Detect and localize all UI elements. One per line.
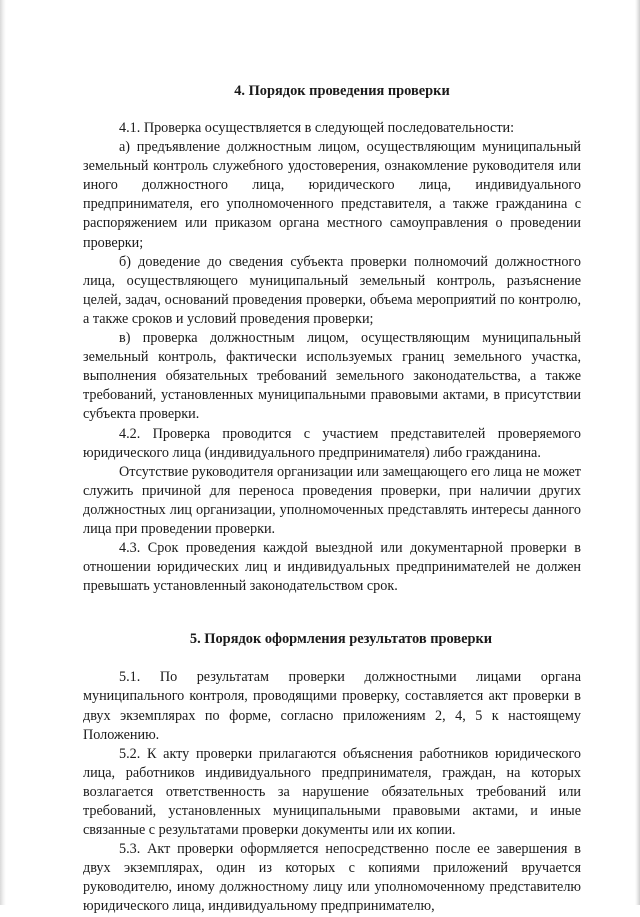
paragraph-4-1: 4.1. Проверка осуществляется в следующей последовательности: (119, 120, 515, 136)
paragraph-4-1-v: в) проверка должностным лицом, осуществляющим муниципальный земельный контроль, фактически используемых границ земельного участка, выполнения обязательных требований земельного законодательства, а также требований, установленных муниципальными правовыми актами, в присутствии субъекта проверки. (83, 330, 581, 423)
scan-edge-right (635, 0, 640, 905)
paragraph-4-1-a: а) предъявление должностным лицом, осуществляющим муниципальный земельный контроль служебного удостоверения, ознакомление руководителя или иного должностного лица, юридического лица, индивидуального предпринимателя, его уполномоченного представителя, а также гражданина с распоряжением или приказом органа местного самоуправления о проведении проверки; (83, 139, 581, 251)
paragraph-5-1: 5.1. По результатам проверки должностными лицами органа муниципального контроля, проводящими проверку, составляется акт проверки в двух экземплярах по форме, согласно приложениям 2, 4, 5 к настоящему Положению. (83, 669, 581, 743)
paragraph-5-3: 5.3. Акт проверки оформляется непосредственно после ее завершения в двух экземплярах, один из которых с копиями приложений вручается руководителю, иному должностному лицу или уполномоченному представителю юридического лица, индивидуальному предпринимателю, (83, 841, 581, 915)
section-5-heading: 5. Порядок оформления результатов проверки (189, 631, 493, 648)
paragraph-4-1-b: б) доведение до сведения субъекта проверки полномочий должностного лица, осуществляющего муниципальный земельный контроль, разъяснение целей, задач, оснований проведения проверки, объема мероприятий по контролю, а также сроков и условий проведения проверки; (83, 253, 581, 327)
paragraph-4-3: 4.3. Срок проведения каждой выездной или документарной проверки в отношении юридических лиц и индивидуальных предпринимателей не должен превышать установленный законодательством срок. (83, 540, 581, 595)
document-page (83, 82, 581, 917)
section-4-heading: 4. Порядок проведения проверки (234, 83, 450, 99)
paragraph-4-2: 4.2. Проверка проводится с участием представителей проверяемого юридического лица (индивидуального предпринимателя) либо гражданина. (83, 425, 581, 461)
scan-edge-left (0, 0, 6, 905)
paragraph-5-2: 5.2. К акту проверки прилагаются объяснения работников юридического лица, работников индивидуального предпринимателя, граждан, на которых возлагается ответственность за нарушение обязательных требований или требований, установленных муниципальными правовыми актами, и иные связанные с результатами проверки документы или их копии. (83, 745, 581, 839)
paragraph-4-2-absence: Отсутствие руководителя организации или замещающего его лица не может служить причиной для переноса проведения проверки, при наличии других должностных лиц организации, уполномоченных представлять интересы данного лица при проведении проверки. (83, 463, 581, 537)
